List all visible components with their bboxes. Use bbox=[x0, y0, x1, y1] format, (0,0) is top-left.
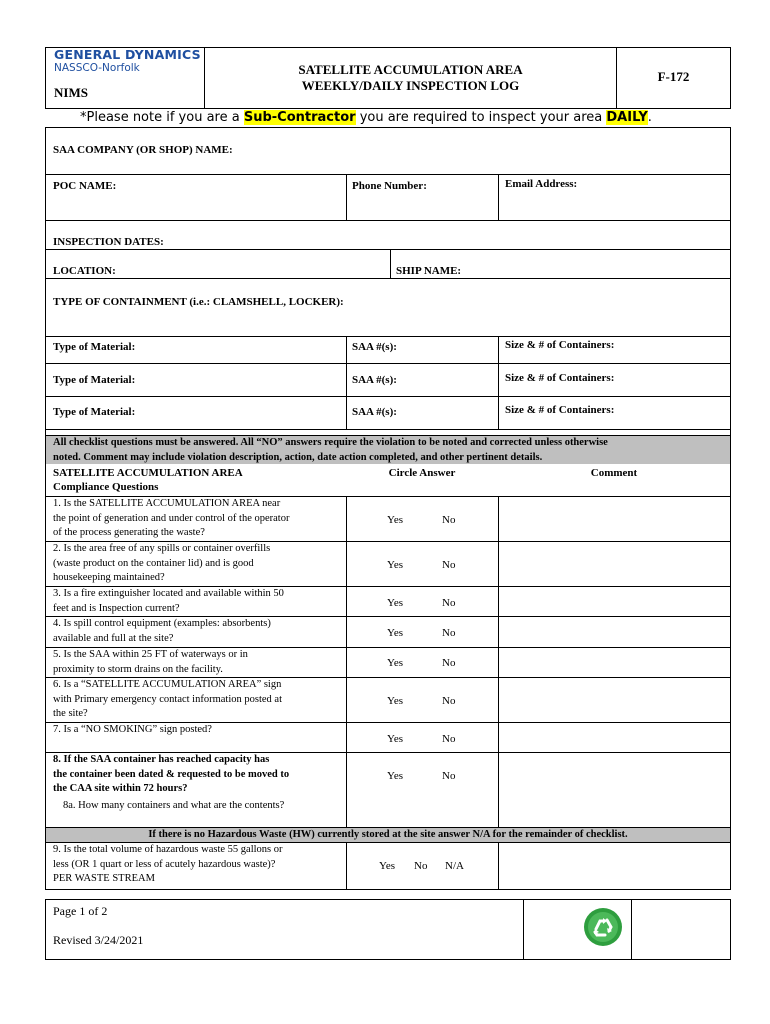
saa-company-field[interactable]: SAA COMPANY (OR SHOP) NAME: bbox=[53, 144, 233, 156]
page-number: Page 1 of 2 bbox=[53, 904, 108, 918]
q6-no[interactable]: No bbox=[442, 695, 456, 707]
location-field[interactable]: LOCATION: bbox=[53, 265, 116, 277]
question-2: 2. Is the area free of any spills or container overfills (waste product on the container lid) and is good housekeeping maintained? bbox=[53, 543, 271, 583]
q5-no[interactable]: No bbox=[442, 657, 456, 669]
material-type-3[interactable]: Type of Material: bbox=[53, 406, 136, 418]
form-title: SATELLITE ACCUMULATION AREA WEEKLY/DAILY INSPECTION LOG bbox=[298, 62, 523, 93]
company-logo: GENERAL DYNAMICS NASSCO-Norfolk bbox=[54, 47, 201, 74]
email-field[interactable]: Email Address: bbox=[505, 178, 578, 190]
q9-yes[interactable]: Yes bbox=[379, 860, 396, 872]
revised-date: Revised 3/24/2021 bbox=[53, 933, 144, 947]
q3-no[interactable]: No bbox=[442, 597, 456, 609]
footer-box bbox=[45, 899, 731, 960]
question-8: 8. If the SAA container has reached capacity has the container been dated & requested to be moved to the CAA site within 72 hours? bbox=[53, 754, 290, 794]
container-size-1[interactable]: Size & # of Containers: bbox=[505, 339, 615, 351]
recycle-icon bbox=[583, 907, 623, 947]
material-type-1[interactable]: Type of Material: bbox=[53, 341, 136, 353]
checklist-col-answer: Circle Answer bbox=[388, 467, 456, 479]
form-id: F-172 bbox=[657, 69, 690, 84]
q9-na[interactable]: N/A bbox=[445, 860, 464, 872]
unit-label: NIMS bbox=[54, 85, 88, 100]
containment-field[interactable]: TYPE OF CONTAINMENT (i.e.: CLAMSHELL, LOCKER): bbox=[53, 296, 344, 308]
question-7: 7. Is a “NO SMOKING” sign posted? bbox=[53, 724, 212, 735]
q6-yes[interactable]: Yes bbox=[387, 695, 404, 707]
question-4: 4. Is spill control equipment (examples: absorbents) available and full at the site? bbox=[53, 618, 271, 644]
q3-yes[interactable]: Yes bbox=[387, 597, 404, 609]
checklist-col-comment: Comment bbox=[590, 467, 638, 479]
ship-name-field[interactable]: SHIP NAME: bbox=[396, 265, 462, 277]
q9-no[interactable]: No bbox=[414, 860, 428, 872]
question-3: 3. Is a fire extinguisher located and available within 50 feet and is Inspection current? bbox=[53, 588, 284, 614]
question-9: 9. Is the total volume of hazardous waste 55 gallons or less (OR 1 quart or less of acutely hazardous waste)? PER WASTE STREAM bbox=[53, 844, 283, 884]
hw-notice: If there is no Hazardous Waste (HW) currently stored at the site answer N/A for the remainder of checklist. bbox=[148, 829, 628, 840]
q1-no[interactable]: No bbox=[442, 514, 456, 526]
q4-yes[interactable]: Yes bbox=[387, 627, 404, 639]
q7-no[interactable]: No bbox=[442, 733, 456, 745]
checklist-col-questions: SATELLITE ACCUMULATION AREA Compliance Questions bbox=[53, 467, 243, 493]
inspection-dates-field[interactable]: INSPECTION DATES: bbox=[53, 236, 164, 248]
q8-no[interactable]: No bbox=[442, 770, 456, 782]
poc-name-field[interactable]: POC NAME: bbox=[53, 180, 117, 192]
subcontractor-notice: *Please note if you are a Sub-Contractor you are required to inspect your area DAILY. bbox=[80, 110, 652, 125]
saa-number-1[interactable]: SAA #(s): bbox=[352, 341, 397, 353]
q7-yes[interactable]: Yes bbox=[387, 733, 404, 745]
q5-yes[interactable]: Yes bbox=[387, 657, 404, 669]
q2-no[interactable]: No bbox=[442, 559, 456, 571]
question-8a: 8a. How many containers and what are the contents? bbox=[63, 800, 285, 811]
question-1: 1. Is the SATELLITE ACCUMULATION AREA near the point of generation and under control of the operator of the process generating the waste? bbox=[53, 498, 290, 538]
phone-field[interactable]: Phone Number: bbox=[352, 180, 427, 192]
container-size-3[interactable]: Size & # of Containers: bbox=[505, 404, 615, 416]
question-6: 6. Is a “SATELLITE ACCUMULATION AREA” sign with Primary emergency contact information posted at the site? bbox=[53, 679, 282, 719]
saa-number-3[interactable]: SAA #(s): bbox=[352, 406, 397, 418]
checklist-instructions: All checklist questions must be answered. All “NO” answers require the violation to be noted and corrected unless otherwise noted. Comment may include violation description, action, date action completed, and other pertinent details. bbox=[53, 437, 608, 463]
saa-number-2[interactable]: SAA #(s): bbox=[352, 374, 397, 386]
container-size-2[interactable]: Size & # of Containers: bbox=[505, 372, 615, 384]
q8-yes[interactable]: Yes bbox=[387, 770, 404, 782]
question-5: 5. Is the SAA within 25 FT of waterways or in proximity to storm drains on the facility. bbox=[53, 649, 248, 675]
material-type-2[interactable]: Type of Material: bbox=[53, 374, 136, 386]
q1-yes[interactable]: Yes bbox=[387, 514, 404, 526]
q2-yes[interactable]: Yes bbox=[387, 559, 404, 571]
q4-no[interactable]: No bbox=[442, 627, 456, 639]
